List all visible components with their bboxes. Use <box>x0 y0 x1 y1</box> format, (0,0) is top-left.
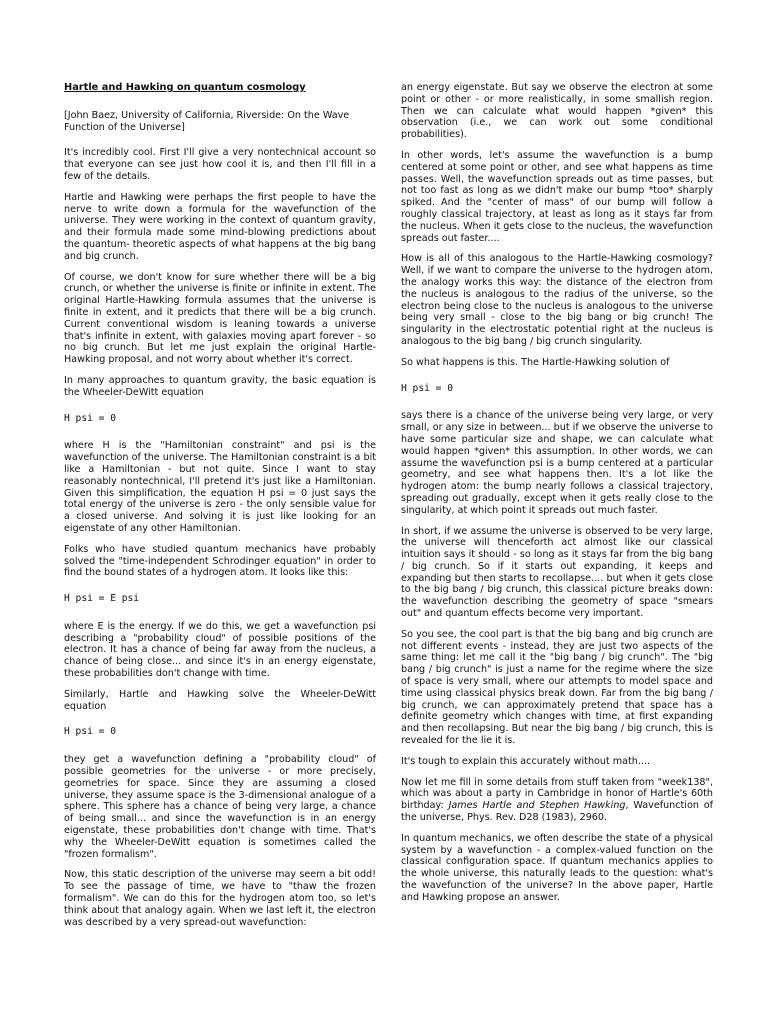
left-column <box>64 82 376 937</box>
paragraph-wheeler-dewitt: In many approaches to quantum gravity, the basic equation is the Wheeler-DeWitt equation <box>64 374 376 398</box>
paragraph-quantum-mechanics: In quantum mechanics, we often describe the state of a physical system by a wavefunction - a complex-valued function on the classical configuration space. If quantum mechanics applies to the whole universe, this naturally leads to the question: what's the wavefunction of the universe? In the above paper, Hartle and Hawking propose an answer. <box>401 832 713 903</box>
paragraph-observation: says there is a chance of the universe being very large, or very small, or any size in between... but if we observe the universe to have some particular size and shape, we can calculate what would happen *given* this assumption. In other words, we can assume the wavefunction psi is a bump centered at a particular geometry, and see what happens then. It's a lot like the hydrogen atom: the bump nearly follows a classical trajectory, spreading out gradually, except when it gets really close to the singularity, at which point it spreads out much faster. <box>401 410 713 516</box>
paragraph-tough: It's tough to explain this accurately without math.... <box>401 755 651 767</box>
paragraph-energy: where E is the energy. If we do this, we get a wavefunction psi describing a "probability cloud" of possible positions of the electron. It has a chance of being far away from the nucleus, a chance of being close... and since it's in an energy eigenstate, these probabilities don't change with time. <box>64 620 376 680</box>
paragraph-big-crunch: Of course, we don't know for sure whether there will be a big crunch, or whether the universe is finite or infinite in extent. The original Hartle-Hawking formula assumes that the universe is finite in extent, and it predicts that there will be a big crunch. Current conventional wisdom is leaning towards a universe that's infinite in extent, with galaxies moving apart forever - so no big crunch. But let me just explain the original Hartle-Hawking proposal, and not worry about whether it's correct. <box>64 271 376 366</box>
source-citation: [John Baez, University of California, Riverside: On the Wave Function of the Universe] <box>64 109 350 133</box>
equation-wheeler-dewitt: H psi = 0 <box>64 412 116 424</box>
reference-authors: James Hartle and Stephen Hawking <box>448 800 626 812</box>
paragraph-intro: It's incredibly cool. First I'll give a very nontechnical account so that everyone can see just how cool it is, and then I'll fill in a few of the details. <box>64 147 376 182</box>
week138-text: Now let me fill in some details from stuff taken from "week138", which was about a party in Cambridge in honor of Hartle's 60th birthday: <box>401 776 713 812</box>
right-column <box>401 82 713 913</box>
article-title: Hartle and Hawking on quantum cosmology <box>64 82 306 93</box>
paragraph-solution: So what happens is this. The Hartle-Hawking solution of <box>401 356 670 368</box>
paragraph-hamiltonian: where H is the "Hamiltonian constraint" and psi is the wavefunction of the universe. The Hamiltonian constraint is a bit like a Hamiltonian - but not quite. Since I want to stay reasonably nontechnical, I'll pretend it's just like a Hamiltonian. Given this simplification, the equation H psi = 0 just says the total energy of the universe is zero - the only sensible value for a closed universe. And solving it is just like looking for an eigenstate of any other Hamiltonian. <box>64 440 376 534</box>
equation-wheeler-dewitt-3: H psi = 0 <box>401 382 453 394</box>
paragraph-hartle-hawking: Hartle and Hawking were perhaps the first people to have the nerve to write down a formula for the wavefunction of the universe. They were working in the context of quantum gravity, and their formula made some mind-blowing predictions about the quantum- theoretic aspects of what happens at the big bang and big crunch. <box>64 191 376 262</box>
paragraph-schrodinger: Folks who have studied quantum mechanics have probably solved the "time-independent Schrodinger equation" in order to find the bound states of a hydrogen atom. It looks like this: <box>64 543 376 579</box>
paragraph-probability-cloud: they get a wavefunction defining a "probability cloud" of possible geometries for the universe - or more precisely, geometries for space. Since they are assuming a closed universe, they assume space is the 3-dimensional analogue of a sphere. This sphere has a chance of being very large, a chance of being small... and since the wavefunction is in an energy eigenstate, these probabilities don't change with time. That's why the Wheeler-DeWitt equation is sometimes called the "frozen formalism". <box>64 754 376 860</box>
paragraph-eigenstate: an energy eigenstate. But say we observe the electron at some point or other - or more realistically, in some smallish region. Then we can calculate what would happen *given* this observation (i.e., we can work out some conditional probabilities). <box>401 82 713 141</box>
paragraph-frozen-formalism: Now, this static description of the universe may seem a bit odd! To see the passage of time, we have to "thaw the frozen formalism". We can do this for the hydrogen atom too, so let's think about that analogy again. When we last left it, the electron was described by a very spread-out wavefunction: <box>64 869 376 928</box>
paragraph-in-short: In short, if we assume the universe is observed to be very large, the universe will thenceforth act almost like our classical intuition says it should - so long as it stays far from the big bang / big crunch. So if it starts out expanding, it keeps and expanding but then starts to recollapse.... but when it gets close to the big bang / big crunch, this classical picture breaks down: the wavefunction describing the geometry of space "smears out" and quantum effects become very important. <box>401 525 713 620</box>
paragraph-cool-part: So you see, the cool part is that the big bang and big crunch are not different events - instead, they are just two aspects of the same thing: let me call it the "big bang / big crunch". The "big bang / big crunch" is just a name for the regime where the size of space is very small, where our attempts to model space and time using classical physics break down. Far from the big bang / big crunch, we can approximately pretend that space has a definite geometry which changes with time, at first expanding and then recollapsing. But near the big bang / big crunch, this is revealed for the lie it is. <box>401 628 713 747</box>
paragraph-analogy: How is all of this analogous to the Hartle-Hawking cosmology? Well, if we want to compare the universe to the hydrogen atom, the analogy works this way: the distance of the electron from the nucleus is analogous to the radius of the universe, so the electron being close to the nucleus is analogous to the universe being very small - close to the big bang or big crunch! The singularity in the electrostatic potential right at the nucleus is analogous to the big bang / big crunch singularity. <box>401 253 713 347</box>
paragraph-week138 <box>401 777 713 824</box>
reference-details: , Wavefunction of the universe, Phys. Rev. D28 (1983), 2960. <box>401 800 713 824</box>
equation-wheeler-dewitt-2: H psi = 0 <box>64 726 116 738</box>
paragraph-similarly: Similarly, Hartle and Hawking solve the Wheeler-DeWitt equation <box>64 688 376 712</box>
equation-schrodinger: H psi = E psi <box>64 593 140 605</box>
paragraph-bump: In other words, let's assume the wavefunction is a bump centered at some point or other, and see what happens as time passes. Well, the wavefunction spreads out as time passes, but not too fast as long as we didn't make our bump *too* sharply spiked. And the "center of mass" of our bump will follow a roughly classical trajectory, at least as long as it stays far from the nucleus. When it gets close to the nucleus, the wavefunction spreads out faster.... <box>401 149 713 244</box>
